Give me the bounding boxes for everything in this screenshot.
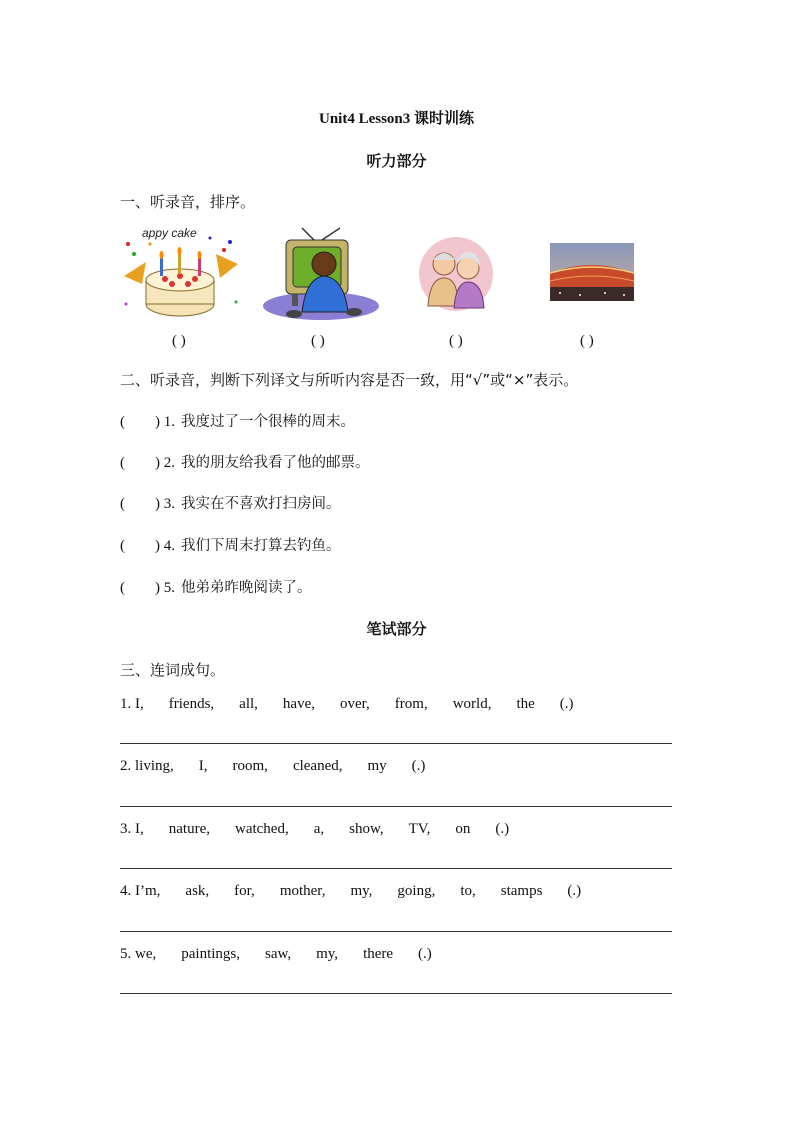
word: (.): [418, 946, 432, 962]
answer-line-3[interactable]: [120, 868, 672, 869]
answer-paren-open[interactable]: (: [120, 414, 125, 430]
word: paintings,: [181, 946, 240, 962]
list-item: [120, 410, 355, 431]
list-item: [120, 492, 341, 513]
word: on: [455, 821, 471, 837]
word: mother,: [279, 883, 326, 899]
word: friends,: [168, 696, 215, 712]
item-text: 我们下周末打算去钓鱼。: [181, 538, 341, 554]
word: my,: [350, 883, 373, 899]
answer-paren-open[interactable]: (: [120, 538, 125, 554]
scrambled-sentence-3: [120, 821, 534, 838]
word: 4. I’m,: [120, 883, 161, 899]
word: there: [363, 946, 394, 962]
list-item: [120, 451, 370, 472]
word: (.): [495, 821, 510, 837]
cake-banner-text: appy cake: [142, 226, 197, 240]
word: from,: [394, 696, 428, 712]
writing-heading: 笔试部分: [366, 622, 427, 638]
listening-heading: 听力部分: [366, 154, 427, 170]
word: I,: [198, 758, 208, 774]
item-text: 我的朋友给我看了他的邮票。: [181, 455, 370, 471]
word: watched,: [234, 821, 289, 837]
word: going,: [397, 883, 436, 899]
boy-watching-tv-picture: [262, 226, 380, 322]
list-item: [120, 576, 312, 597]
word: 5. we,: [120, 946, 157, 962]
word: (.): [559, 696, 574, 712]
answer-paren-open[interactable]: (: [120, 580, 125, 596]
picture-answer-4[interactable]: ( ): [580, 333, 594, 349]
answer-paren-open[interactable]: (: [120, 496, 125, 512]
word: stamps: [500, 883, 543, 899]
item-number: ) 1.: [155, 414, 175, 430]
word: (.): [411, 758, 426, 774]
picture-answer-2[interactable]: ( ): [311, 333, 325, 349]
item-number: ) 3.: [155, 496, 175, 512]
word: saw,: [265, 946, 292, 962]
answer-paren-open[interactable]: (: [120, 455, 125, 471]
item-number: ) 5.: [155, 580, 175, 596]
item-text: 我度过了一个很棒的周末。: [181, 414, 355, 430]
part1-instruction: 一、听录音，排序。: [120, 193, 256, 211]
item-text: 他弟弟昨晚阅读了。: [181, 580, 312, 596]
word: for,: [234, 883, 255, 899]
word: TV,: [408, 821, 431, 837]
word: have,: [282, 696, 315, 712]
word: a,: [313, 821, 325, 837]
word: cleaned,: [292, 758, 343, 774]
part3-instruction: 三、连词成句。: [120, 661, 226, 679]
scrambled-sentence-4: [120, 883, 606, 900]
word: to,: [460, 883, 476, 899]
word: all,: [239, 696, 258, 712]
item-text: 我实在不喜欢打扫房间。: [181, 496, 341, 512]
word: show,: [349, 821, 384, 837]
word: 3. I,: [120, 821, 144, 837]
word: nature,: [168, 821, 210, 837]
stadium-picture: [550, 243, 634, 301]
answer-line-1[interactable]: [120, 743, 672, 744]
word: 1. I,: [120, 696, 144, 712]
item-number: ) 4.: [155, 538, 175, 554]
answer-line-5[interactable]: [120, 993, 672, 994]
word: 2. living,: [120, 758, 174, 774]
answer-line-2[interactable]: [120, 806, 672, 807]
word: the: [516, 696, 535, 712]
picture-answer-3[interactable]: ( ): [449, 333, 463, 349]
word: my: [367, 758, 387, 774]
item-number: ) 2.: [155, 455, 175, 471]
list-item: [120, 534, 341, 555]
word: world,: [452, 696, 492, 712]
word: over,: [339, 696, 370, 712]
grandparents-picture: [418, 236, 494, 312]
part2-instruction: 二、听录音，判断下列译文与所听内容是否一致，用“√”或“×”表示。: [120, 371, 579, 389]
scrambled-sentence-5: [120, 946, 457, 963]
birthday-cake-picture: [120, 224, 242, 320]
answer-line-4[interactable]: [120, 931, 672, 932]
word: my,: [316, 946, 339, 962]
picture-answer-1[interactable]: ( ): [172, 333, 186, 349]
scrambled-sentence-1: [120, 696, 599, 713]
scrambled-sentence-2: [120, 758, 450, 775]
word: ask,: [185, 883, 210, 899]
word: room,: [232, 758, 268, 774]
page-title: Unit4 Lesson3 课时训练: [318, 111, 475, 127]
word: (.): [567, 883, 582, 899]
